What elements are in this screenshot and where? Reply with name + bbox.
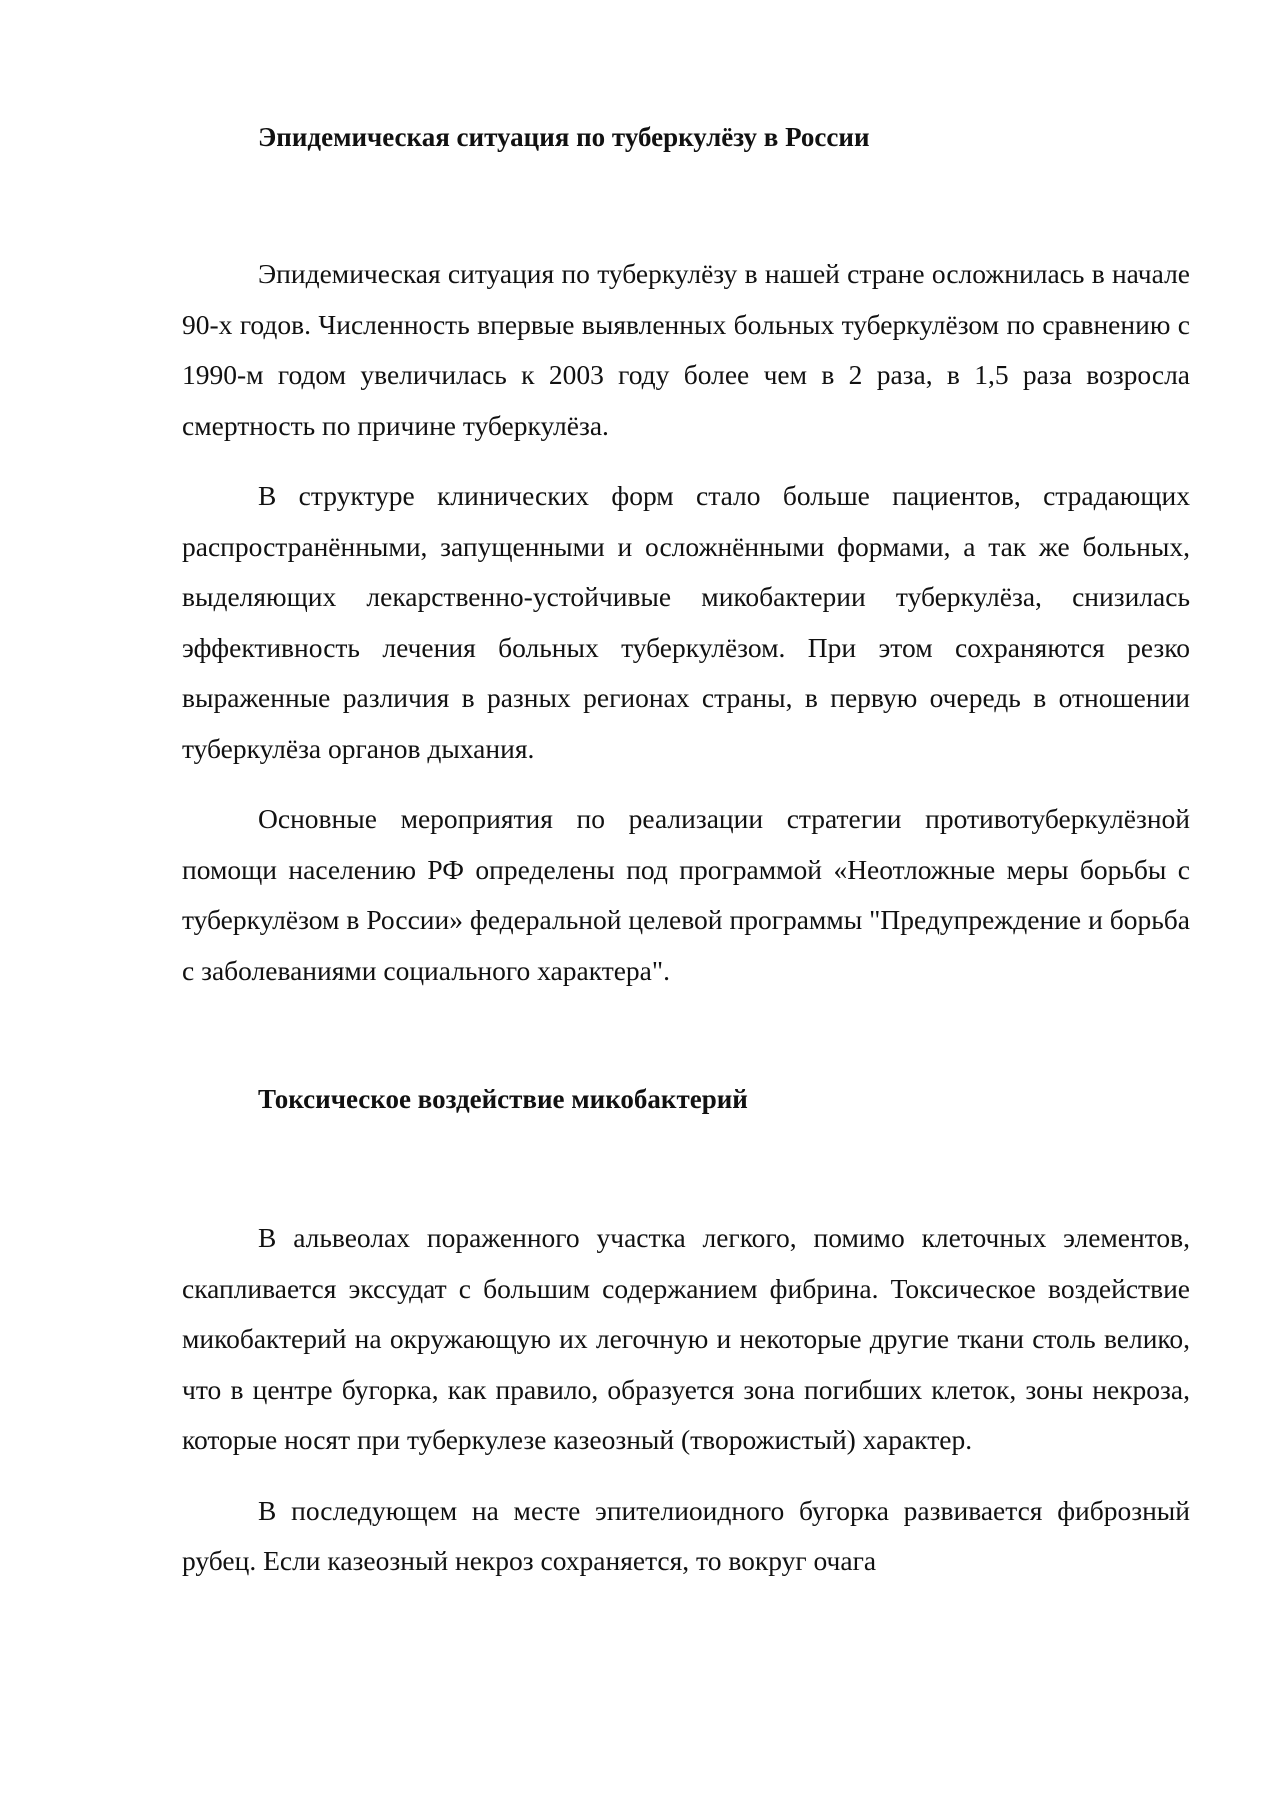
paragraph-federal-program: Основные мероприятия по реализации стратегии противотуберкулёзной помощи населению РФ определены под программой «Неотложные меры борьбы с туберкулёзом в России» федеральной целевой программы "Предупреждение и борьба с заболеваниями социального характера".: [182, 803, 1190, 986]
paragraph-clinical-forms: В структуре клинических форм стало больше пациентов, страдающих распространёнными, запущенными и осложнёнными формами, а так же больных, выделяющих лекарственно-устойчивые микобактерии туберкулёза, снизилась эффективность лечения больных туберкулёзом. При этом сохраняются резко выраженные различия в разных регионах страны, в первую очередь в отношении туберкулёза органов дыхания.: [182, 480, 1190, 764]
section-heading-epidemic: Эпидемическая ситуация по туберкулёзу в России: [258, 122, 870, 152]
paragraph-alveoli-exudate: В альвеолах пораженного участка легкого, помимо клеточных элементов, скапливается экссудат с большим содержанием фибрина. Токсическое воздействие микобактерий на окружающую их легочную и некоторые другие ткани столь велико, что в центре бугорка, как правило, образуется зона погибших клеток, зоны некроза, которые носят при туберкулезе казеозный (творожистый) характер.: [182, 1222, 1190, 1455]
paragraph-epidemic-situation: Эпидемическая ситуация по туберкулёзу в нашей стране осложнилась в начале 90-х годов. Численность впервые выявленных больных туберкулёзом по сравнению с 1990-м годом увеличилась к 2003 году более чем в 2 раза, в 1,5 раза возросла смертность по причине туберкулёза.: [182, 258, 1190, 441]
document-body: [182, 112, 1190, 1587]
section-heading-toxic-effect: Токсическое воздействие микобактерий: [258, 1084, 748, 1114]
paragraph-fibrous-scar: В последующем на месте эпителиоидного бугорка развивается фиброзный рубец. Если казеозный некроз сохраняется, то вокруг очага: [182, 1494, 1190, 1576]
